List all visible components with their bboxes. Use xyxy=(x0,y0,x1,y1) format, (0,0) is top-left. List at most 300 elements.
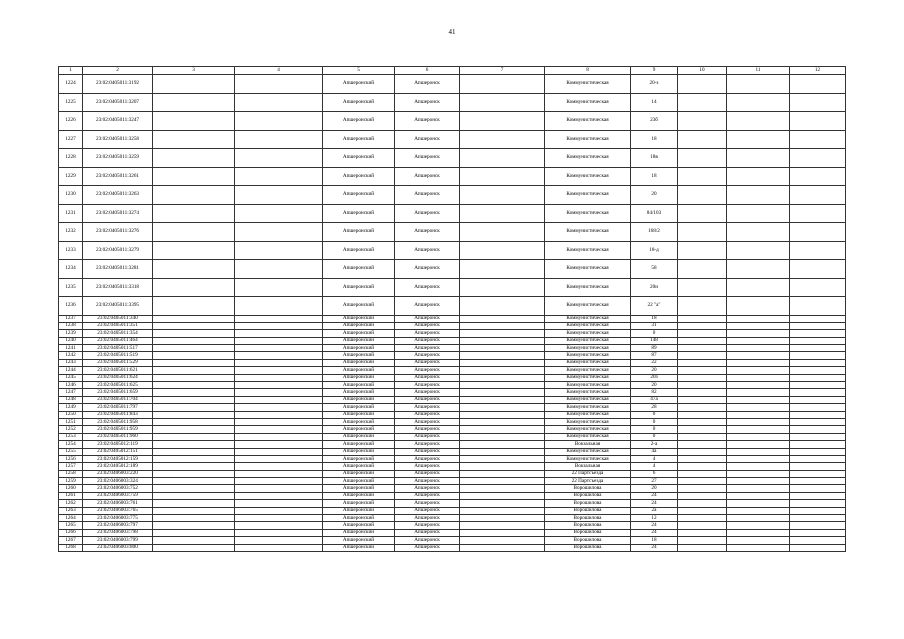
table-row xyxy=(59,93,846,112)
table-row xyxy=(59,330,846,337)
table-cell: Апшеронск xyxy=(395,260,460,279)
table-cell xyxy=(235,322,323,329)
table-cell: 0 xyxy=(631,418,678,425)
table-cell: Апшеронск xyxy=(395,204,460,223)
table-cell xyxy=(460,93,545,112)
table-cell xyxy=(790,75,846,94)
table-body xyxy=(59,67,846,552)
table-cell: Апшеронск xyxy=(395,223,460,242)
table-cell: 1247 xyxy=(59,389,83,396)
table-cell xyxy=(235,463,323,470)
table-row xyxy=(59,478,846,485)
table-cell: Апшеронский xyxy=(323,93,395,112)
table-cell: Коммунистическая xyxy=(545,352,631,359)
table-cell xyxy=(790,478,846,485)
table-cell: Апшеронский xyxy=(323,411,395,418)
table-cell xyxy=(678,441,727,448)
table-cell xyxy=(235,204,323,223)
table-cell: Коммунистическая xyxy=(545,448,631,455)
table-cell xyxy=(235,389,323,396)
table-cell xyxy=(678,167,727,186)
table-cell: Апшеронск xyxy=(395,507,460,514)
table-cell xyxy=(790,167,846,186)
header-cell: 10 xyxy=(678,67,727,75)
table-cell: 24 xyxy=(631,544,678,551)
table-cell: 23:02:0405011:3263 xyxy=(83,186,153,205)
table-cell: 1226 xyxy=(59,112,83,131)
table-cell: Апшеронский xyxy=(323,112,395,131)
table-cell: 0 xyxy=(631,330,678,337)
table-cell xyxy=(235,470,323,477)
table-cell: 23:02:0405011:797 xyxy=(83,404,153,411)
table-cell: Апшеронск xyxy=(395,130,460,149)
table-cell: 23:02:0405011:959 xyxy=(83,426,153,433)
table-cell xyxy=(153,75,235,94)
table-cell: Апшеронский xyxy=(323,223,395,242)
table-cell xyxy=(790,382,846,389)
table-row xyxy=(59,441,846,448)
table-row xyxy=(59,529,846,536)
table-cell: 23:02:0406003:800 xyxy=(83,544,153,551)
table-cell: 1236 xyxy=(59,297,83,316)
table-row xyxy=(59,149,846,168)
table-cell: 1243 xyxy=(59,359,83,366)
table-cell: Коммунистическая xyxy=(545,204,631,223)
table-cell: 1253 xyxy=(59,433,83,440)
table-row xyxy=(59,315,846,322)
table-cell: Апшеронский xyxy=(323,396,395,403)
table-cell xyxy=(727,204,790,223)
table-cell: Ворошилова xyxy=(545,500,631,507)
table-cell xyxy=(153,167,235,186)
table-cell: Апшеронский xyxy=(323,330,395,337)
table-cell: Коммунистическая xyxy=(545,149,631,168)
table-cell: Коммунистическая xyxy=(545,315,631,322)
table-cell: Апшеронский xyxy=(323,537,395,544)
table-cell: Апшеронский xyxy=(323,448,395,455)
table-cell: 23:02:0405011:354 xyxy=(83,330,153,337)
table-cell: 27 xyxy=(631,478,678,485)
table-cell xyxy=(460,345,545,352)
table-cell: Апшеронский xyxy=(323,204,395,223)
table-cell xyxy=(727,130,790,149)
table-cell xyxy=(790,322,846,329)
table-cell xyxy=(235,75,323,94)
table-cell xyxy=(460,278,545,297)
table-cell: Ворошилова xyxy=(545,529,631,536)
table-cell xyxy=(153,241,235,260)
table-cell xyxy=(235,404,323,411)
table-cell: Апшеронск xyxy=(395,455,460,462)
table-cell: 1238 xyxy=(59,322,83,329)
table-cell: 23:02:0405011:464 xyxy=(83,337,153,344)
table-cell xyxy=(727,389,790,396)
table-cell xyxy=(790,186,846,205)
table-cell: 28 xyxy=(631,404,678,411)
table-cell xyxy=(790,463,846,470)
table-cell xyxy=(460,433,545,440)
table-cell xyxy=(727,522,790,529)
table-row xyxy=(59,522,846,529)
table-cell: 23:02:0405011:517 xyxy=(83,345,153,352)
table-cell xyxy=(678,492,727,499)
table-cell: Апшеронск xyxy=(395,463,460,470)
table-cell xyxy=(153,149,235,168)
table-cell: Апшеронский xyxy=(323,441,395,448)
table-cell: 1254 xyxy=(59,441,83,448)
table-cell: 23:02:0405011:3395 xyxy=(83,297,153,316)
table-cell: 82 xyxy=(631,389,678,396)
table-cell xyxy=(678,322,727,329)
table-cell: 1248 xyxy=(59,396,83,403)
table-cell xyxy=(235,112,323,131)
table-cell: Апшеронский xyxy=(323,260,395,279)
table-cell: 20 xyxy=(631,367,678,374)
table-cell xyxy=(727,404,790,411)
table-cell: Коммунистическая xyxy=(545,297,631,316)
header-cell: 2 xyxy=(83,67,153,75)
table-cell xyxy=(153,382,235,389)
table-cell xyxy=(235,544,323,551)
header-cell: 11 xyxy=(727,67,790,75)
table-cell xyxy=(678,374,727,381)
table-cell: Апшеронский xyxy=(323,297,395,316)
table-cell xyxy=(235,418,323,425)
table-cell: 1244 xyxy=(59,367,83,374)
table-cell: 14 xyxy=(631,93,678,112)
table-cell xyxy=(727,315,790,322)
table-cell: 23:02:0406003:759 xyxy=(83,492,153,499)
table-cell xyxy=(678,463,727,470)
table-cell: 23:02:0405012:159 xyxy=(83,455,153,462)
table-cell xyxy=(235,223,323,242)
table-row xyxy=(59,492,846,499)
table-cell xyxy=(678,433,727,440)
table-cell: 1232 xyxy=(59,223,83,242)
table-cell: 1266 xyxy=(59,529,83,536)
table-cell xyxy=(153,186,235,205)
table-cell xyxy=(153,478,235,485)
table-cell xyxy=(727,352,790,359)
table-cell: 18-д xyxy=(631,241,678,260)
table-cell: Апшеронск xyxy=(395,418,460,425)
table-cell: Апшеронский xyxy=(323,167,395,186)
table-cell xyxy=(460,167,545,186)
table-cell: 1258 xyxy=(59,470,83,477)
table-cell xyxy=(235,507,323,514)
table-cell xyxy=(790,544,846,551)
table-cell: Апшеронский xyxy=(323,337,395,344)
table-cell: 23:02:0405011:3192 xyxy=(83,75,153,94)
table-cell xyxy=(235,529,323,536)
table-cell: Апшеронск xyxy=(395,537,460,544)
table-cell xyxy=(235,367,323,374)
table-cell: 1262 xyxy=(59,500,83,507)
table-cell xyxy=(790,396,846,403)
table-cell xyxy=(460,404,545,411)
table-cell: Апшеронск xyxy=(395,315,460,322)
table-cell xyxy=(790,426,846,433)
table-cell: Апшеронский xyxy=(323,485,395,492)
table-cell xyxy=(153,359,235,366)
table-cell xyxy=(678,93,727,112)
table-cell: Ворошилова xyxy=(545,537,631,544)
table-cell xyxy=(790,278,846,297)
table-cell xyxy=(153,455,235,462)
table-cell: 23:02:0405011:3261 xyxy=(83,167,153,186)
table-cell xyxy=(727,455,790,462)
table-cell xyxy=(460,130,545,149)
table-cell: Апшеронский xyxy=(323,186,395,205)
table-cell: 2-а xyxy=(631,441,678,448)
table-cell xyxy=(235,337,323,344)
table-cell: 1242 xyxy=(59,352,83,359)
table-cell: Коммунистическая xyxy=(545,396,631,403)
table-cell: 1230 xyxy=(59,186,83,205)
table-cell xyxy=(678,529,727,536)
table-cell: 23б xyxy=(631,112,678,131)
table-cell xyxy=(460,537,545,544)
table-cell xyxy=(678,204,727,223)
table-cell xyxy=(790,330,846,337)
table-cell xyxy=(727,418,790,425)
table-cell xyxy=(460,297,545,316)
table-cell xyxy=(153,389,235,396)
table-cell: Апшеронский xyxy=(323,241,395,260)
table-cell xyxy=(460,515,545,522)
table-cell: Апшеронск xyxy=(395,529,460,536)
table-cell xyxy=(727,186,790,205)
table-cell: 24 xyxy=(631,492,678,499)
table-cell: Апшеронский xyxy=(323,418,395,425)
table-cell: Коммунистическая xyxy=(545,367,631,374)
table-cell xyxy=(235,315,323,322)
table-cell xyxy=(678,418,727,425)
table-cell: Апшеронск xyxy=(395,112,460,131)
table-cell: 23:02:0405011:3276 xyxy=(83,223,153,242)
table-cell xyxy=(460,260,545,279)
table-cell: Апшеронский xyxy=(323,492,395,499)
table-cell xyxy=(235,352,323,359)
table-cell: 23:02:0405011:3258 xyxy=(83,130,153,149)
table-cell: 23:02:0406003:765 xyxy=(83,507,153,514)
table-cell: 168/2 xyxy=(631,223,678,242)
table-cell xyxy=(790,522,846,529)
table-cell xyxy=(235,522,323,529)
table-cell: Апшеронский xyxy=(323,529,395,536)
table-row xyxy=(59,260,846,279)
table-cell xyxy=(790,433,846,440)
table-row xyxy=(59,418,846,425)
table-cell: 24 xyxy=(631,522,678,529)
table-cell xyxy=(790,352,846,359)
table-cell xyxy=(235,485,323,492)
table-cell: Апшеронский xyxy=(323,374,395,381)
table-cell xyxy=(678,500,727,507)
table-cell: 1263 xyxy=(59,507,83,514)
table-cell: Апшеронск xyxy=(395,75,460,94)
table-row xyxy=(59,112,846,131)
table-cell: 23:02:0405011:659 xyxy=(83,389,153,396)
table-cell xyxy=(460,463,545,470)
table-cell xyxy=(727,463,790,470)
table-cell xyxy=(153,441,235,448)
table-row xyxy=(59,470,846,477)
header-cell: 7 xyxy=(460,67,545,75)
table-cell: Коммунистическая xyxy=(545,389,631,396)
table-cell xyxy=(727,241,790,260)
table-cell: Апшеронский xyxy=(323,426,395,433)
table-cell xyxy=(460,186,545,205)
table-cell: 23:02:0405012:151 xyxy=(83,448,153,455)
table-cell: Апшеронск xyxy=(395,186,460,205)
table-cell: Апшеронский xyxy=(323,149,395,168)
table-cell: Коммунистическая xyxy=(545,260,631,279)
table-cell: Коммунистическая xyxy=(545,426,631,433)
table-cell: 23:02:0405011:625 xyxy=(83,382,153,389)
table-cell xyxy=(790,297,846,316)
table-cell: 4 xyxy=(631,455,678,462)
table-row xyxy=(59,433,846,440)
table-cell xyxy=(727,544,790,551)
table-cell xyxy=(727,223,790,242)
table-row xyxy=(59,448,846,455)
table-cell xyxy=(235,396,323,403)
table-cell: 89 xyxy=(631,345,678,352)
table-cell: 23:02:0406003:775 xyxy=(83,515,153,522)
table-cell xyxy=(790,337,846,344)
table-cell xyxy=(790,93,846,112)
table-cell xyxy=(678,470,727,477)
table-cell: Коммунистическая xyxy=(545,241,631,260)
table-cell: Апшеронский xyxy=(323,455,395,462)
table-cell: 22 Партсъезда xyxy=(545,470,631,477)
table-cell xyxy=(727,297,790,316)
table-cell: 23:02:0405011:3281 xyxy=(83,260,153,279)
table-cell: 1224 xyxy=(59,75,83,94)
table-cell: 1249 xyxy=(59,404,83,411)
table-cell xyxy=(460,522,545,529)
table-row xyxy=(59,426,846,433)
table-cell: 1240 xyxy=(59,337,83,344)
table-cell: 23:02:0406003:761 xyxy=(83,500,153,507)
table-cell xyxy=(153,337,235,344)
table-cell xyxy=(727,500,790,507)
table-cell xyxy=(235,186,323,205)
header-cell: 6 xyxy=(395,67,460,75)
table-cell xyxy=(727,426,790,433)
table-cell xyxy=(790,470,846,477)
table-cell: 23:02:0406003:324 xyxy=(83,478,153,485)
table-cell: Апшеронск xyxy=(395,433,460,440)
table-cell: 23:02:0405012:119 xyxy=(83,441,153,448)
table-cell xyxy=(790,485,846,492)
table-row xyxy=(59,500,846,507)
table-cell: Апшеронский xyxy=(323,463,395,470)
table-cell xyxy=(153,374,235,381)
table-cell: 1255 xyxy=(59,448,83,455)
table-row xyxy=(59,485,846,492)
table-cell xyxy=(678,130,727,149)
table-cell: Апшеронск xyxy=(395,297,460,316)
table-cell xyxy=(153,260,235,279)
table-cell xyxy=(235,359,323,366)
table-cell xyxy=(460,426,545,433)
table-cell: Апшеронск xyxy=(395,149,460,168)
table-cell xyxy=(727,492,790,499)
table-cell xyxy=(790,367,846,374)
table-cell: 23:02:0405011:704 xyxy=(83,396,153,403)
table-cell xyxy=(727,478,790,485)
table-cell: Ворошилова xyxy=(545,522,631,529)
table-cell: 4 xyxy=(631,463,678,470)
table-cell xyxy=(460,322,545,329)
header-cell: 5 xyxy=(323,67,395,75)
table-cell xyxy=(727,374,790,381)
table-row xyxy=(59,404,846,411)
table-cell: Апшеронск xyxy=(395,500,460,507)
header-cell: 8 xyxy=(545,67,631,75)
table-cell: 1267 xyxy=(59,537,83,544)
table-cell xyxy=(678,352,727,359)
table-cell: Апшеронск xyxy=(395,448,460,455)
table-cell: Апшеронск xyxy=(395,544,460,551)
table-cell: 23:02:0405011:960 xyxy=(83,433,153,440)
table-row xyxy=(59,537,846,544)
table-cell xyxy=(790,529,846,536)
table-cell xyxy=(460,374,545,381)
table-cell xyxy=(727,93,790,112)
table-cell: 20-з xyxy=(631,75,678,94)
table-cell xyxy=(235,433,323,440)
table-row xyxy=(59,241,846,260)
table-cell: Коммунистическая xyxy=(545,112,631,131)
table-cell: 23:02:0405011:3279 xyxy=(83,241,153,260)
header-cell: 9 xyxy=(631,67,678,75)
table-cell xyxy=(790,130,846,149)
table-cell xyxy=(460,75,545,94)
table-cell xyxy=(235,297,323,316)
table-row xyxy=(59,167,846,186)
table-cell xyxy=(727,345,790,352)
table-cell: Апшеронск xyxy=(395,492,460,499)
table-cell xyxy=(460,204,545,223)
table-cell xyxy=(790,315,846,322)
table-cell: 84/103 xyxy=(631,204,678,223)
table-row xyxy=(59,455,846,462)
table-cell xyxy=(727,441,790,448)
table-cell xyxy=(790,507,846,514)
table-cell: Апшеронский xyxy=(323,359,395,366)
table-row xyxy=(59,297,846,316)
table-cell xyxy=(460,396,545,403)
table-cell: 0 xyxy=(631,411,678,418)
table-cell xyxy=(153,93,235,112)
table-cell: Коммунистическая xyxy=(545,359,631,366)
table-cell: 20и xyxy=(631,278,678,297)
table-row xyxy=(59,507,846,514)
table-cell xyxy=(790,448,846,455)
table-cell xyxy=(790,112,846,131)
table-cell xyxy=(460,478,545,485)
table-cell: 1246 xyxy=(59,382,83,389)
table-cell: 1265 xyxy=(59,522,83,529)
table-cell xyxy=(790,418,846,425)
table-cell xyxy=(678,426,727,433)
table-cell xyxy=(235,167,323,186)
table-cell: 1250 xyxy=(59,411,83,418)
table-cell: Коммунистическая xyxy=(545,345,631,352)
